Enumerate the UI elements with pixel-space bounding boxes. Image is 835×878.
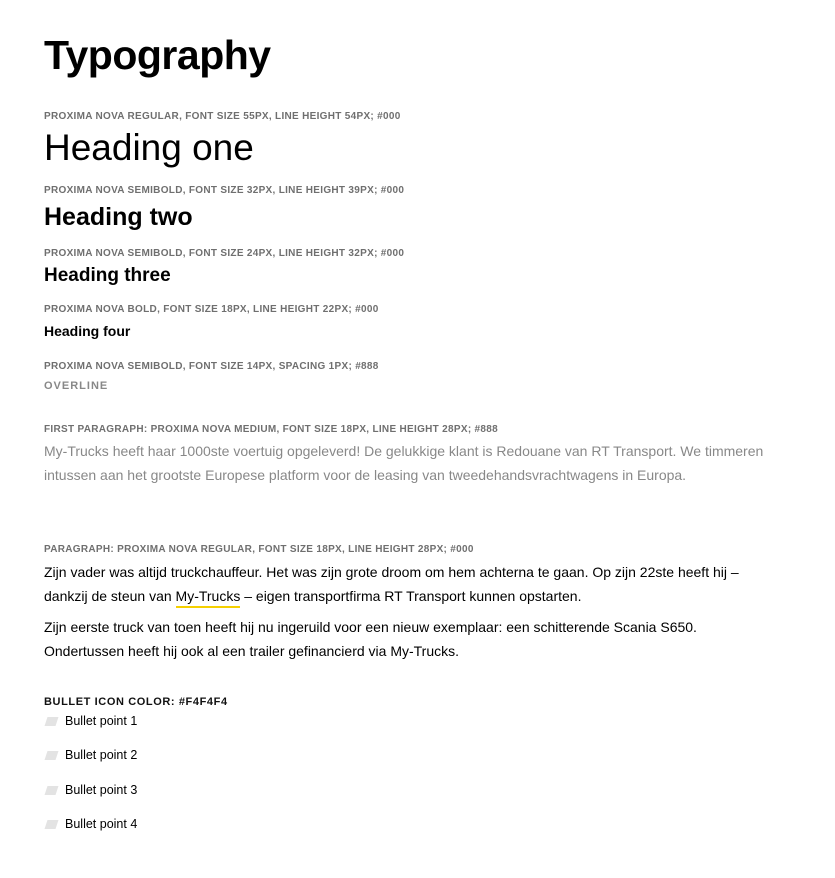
first-paragraph-text: My-Trucks heeft haar 1000ste voertuig opgeleverd! De gelukkige klant is Redouane van RT Transport. We timmeren intussen aan het grootste Europese platform voor de leasing van tweedehandsvrachtwagens in Europa.	[44, 443, 764, 483]
my-trucks-link[interactable]: My-Trucks	[176, 588, 241, 608]
spec-heading-one: PROXIMA NOVA REGULAR, FONT SIZE 55PX, LINE HEIGHT 54PX; #000	[44, 111, 401, 122]
paragraph-one-start: Zijn vader was altijd truckchauffeur. Het was zijn grote droom om hem achterna te gaan. Op zijn 22ste heeft hij – dankzij de steun van	[44, 564, 739, 604]
spec-heading-three: PROXIMA NOVA SEMIBOLD, FONT SIZE 24PX, LINE HEIGHT 32PX; #000	[44, 248, 405, 259]
bullet-icon	[45, 717, 59, 726]
bullet-item	[44, 816, 137, 832]
bullet-item	[44, 747, 137, 763]
bullet-label: Bullet point 1	[65, 714, 138, 728]
bullet-label: Bullet point 4	[65, 817, 138, 831]
spec-first-paragraph: FIRST PARAGRAPH: PROXIMA NOVA MEDIUM, FONT SIZE 18PX, LINE HEIGHT 28PX; #888	[44, 424, 498, 435]
bullet-icon	[45, 751, 59, 760]
sample-heading-four: Heading four	[44, 323, 131, 339]
sample-heading-one: Heading one	[44, 127, 254, 168]
bullet-label: Bullet point 3	[65, 783, 138, 797]
sample-heading-three: Heading three	[44, 265, 171, 286]
sample-overline: OVERLINE	[44, 380, 109, 392]
spec-bullets: BULLET ICON COLOR: #F4F4F4	[44, 696, 228, 708]
bullet-icon	[45, 820, 59, 829]
sample-heading-two: Heading two	[44, 203, 193, 231]
spec-heading-two: PROXIMA NOVA SEMIBOLD, FONT SIZE 32PX, LINE HEIGHT 39PX; #000	[44, 185, 405, 196]
spec-paragraph: PARAGRAPH: PROXIMA NOVA REGULAR, FONT SIZE 18PX, LINE HEIGHT 28PX; #000	[44, 544, 474, 555]
spec-overline: PROXIMA NOVA SEMIBOLD, FONT SIZE 14PX, SPACING 1PX; #888	[44, 361, 379, 372]
bullet-item	[44, 782, 137, 798]
page-title: Typography	[44, 32, 271, 78]
spec-heading-four: PROXIMA NOVA BOLD, FONT SIZE 18PX, LINE HEIGHT 22PX; #000	[44, 304, 379, 315]
bullet-label: Bullet point 2	[65, 748, 138, 762]
paragraph-one	[44, 560, 764, 608]
bullet-item	[44, 713, 137, 729]
paragraph-one-end: – eigen transportfirma RT Transport kunnen opstarten.	[240, 588, 582, 604]
bullet-icon	[45, 786, 59, 795]
paragraph-two: Zijn eerste truck van toen heeft hij nu ingeruild voor een nieuw exemplaar: een schitterende Scania S650. Ondertussen heeft hij ook al een trailer gefinancierd via My-Trucks.	[44, 619, 697, 659]
